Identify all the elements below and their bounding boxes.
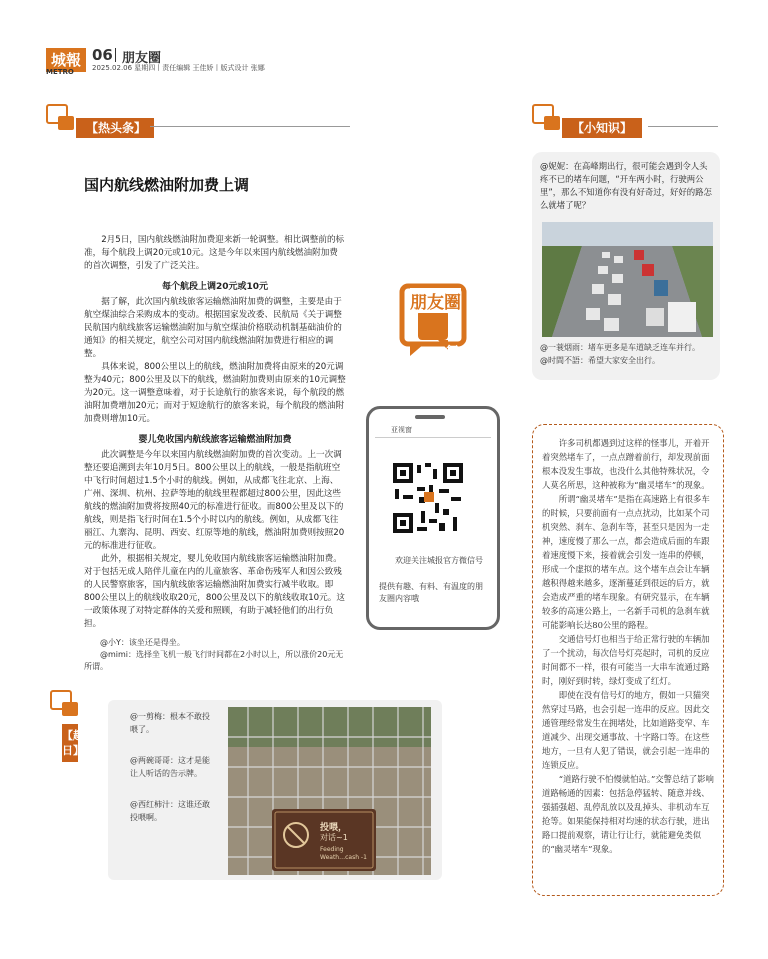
fun-tag bbox=[46, 690, 86, 800]
offer-text: 提供有趣、有料、有温度的朋友圈内容哦 bbox=[379, 582, 483, 603]
promo-subtitle: 征集 bbox=[446, 344, 459, 372]
tag-square-icon bbox=[544, 116, 560, 130]
newspaper-logo-sub: METRO bbox=[46, 68, 74, 76]
hot-news-tag bbox=[44, 104, 154, 138]
photo-caption: @一蓑烟雨：堵车更多是车道缺乏连车并行。 bbox=[540, 343, 700, 352]
fun-comments bbox=[130, 710, 212, 824]
promo-title: 朋友圈 bbox=[410, 288, 461, 313]
hot-news-tag-label: 【热头条】 bbox=[76, 118, 154, 138]
newspaper-logo: 城報 bbox=[46, 48, 86, 72]
reader-comment: @两碗哥哥：这才是能让人听话的告示牌。 bbox=[130, 756, 210, 778]
knowledge-tag-label: 【小知识】 bbox=[562, 118, 642, 138]
article-paragraph: 许多司机都遇到过这样的怪事儿，开着开着突然堵车了，一点点蹭着前行，却发现前面根本没发生事故，也没什么其他特殊状况，令人莫名所思，这种被称为“幽灵堵车”的现象。 bbox=[542, 438, 710, 490]
knowledge-tag bbox=[530, 104, 660, 138]
tag-square-icon bbox=[58, 116, 74, 130]
masthead-divider bbox=[115, 48, 116, 62]
qr-code-icon[interactable] bbox=[391, 461, 465, 535]
phone-mockup bbox=[366, 406, 500, 630]
divider bbox=[150, 126, 350, 127]
article-paragraph: 此外，根据相关规定，婴儿免收国内航线旅客运输燃油附加费。对于包括无成人陪伴儿童在内的儿童旅客、革命伤残军人和因公致残的人民警察旅客，国内航线旅客运输燃油附加费实行减半收取。即800公里以上的航线收取20元，800公里及以下的航线收取10元。这一政策体现了对特定群体的关爱和照顾，有助于减轻他们的出行负担。 bbox=[84, 554, 345, 629]
sign-title: 投喂， bbox=[320, 823, 348, 833]
issue-line: 2025.02.06 星期四丨责任编辑 王佳娇丨版式设计 张娜 bbox=[92, 64, 265, 72]
sign-english: Feeding bbox=[320, 846, 344, 853]
divider bbox=[648, 126, 718, 127]
article-paragraph: 交通信号灯也相当于给正常行驶的车辆加了一个扰动，每次信号灯亮起时，司机的反应时间都不一样，很有可能当一大串车流通过路时，刚好到时转，绿灯变成了红灯。 bbox=[542, 634, 710, 686]
phone-screen-title: 亚视窗 bbox=[391, 426, 412, 434]
photo-caption: @时間不語：希望大家安全出行。 bbox=[540, 356, 660, 365]
article-headline: 国内航线燃油附加费上调 bbox=[84, 176, 250, 194]
traffic-jam-photo bbox=[542, 222, 713, 337]
sign-title-2: 对话~1 bbox=[320, 833, 348, 842]
article-paragraph: 据了解，此次国内航线旅客运输燃油附加费的调整，主要是由于航空煤油综合采购成本的变动。根据国家发改委、民航局《关于调整民航国内航线旅客运输燃油附加与航空煤油价格联动机制基础油价的通知》的相关规定，航空公司对国内航线燃油附加费进行相应的调整。 bbox=[84, 297, 342, 359]
article-subhead: 婴儿免收国内航线旅客运输燃油附加费 bbox=[138, 435, 292, 445]
knowledge-article bbox=[542, 436, 714, 856]
reader-comment: @一剪梅：根本不敢投喂了。 bbox=[130, 712, 210, 734]
reader-comment: @mimi：选择坐飞机一般飞行时间都在2小时以上，所以涨价20元无所谓。 bbox=[84, 650, 344, 671]
article-paragraph: 所谓“幽灵堵车”是指在高速路上有很多车的时候，只要前面有一点点扰动，比如某个司机突然、刹车、急刹车等，甚至只是因为一走神，速度慢了那么一点，都会造成后面的车跟着速度慢下来，接着就会引发一连串的停顿，形成一个虚拟的堵车点。这个堵车点会让车辆越积得越来越多，逐渐蔓延到很远的后方，就会造成严重的堵车现象。有研究显示，在车辆较多的高速公路上，一名新手司机的急刹车就可能影响长达80公里的路程。 bbox=[542, 494, 710, 630]
article-paragraph: 此次调整是今年以来国内航线燃油附加费的首次变动。上一次调整还要追溯到去年10月5日。800公里以上的航线，一般是指航班空中飞行时间超过1.5个小时的航线。例如，从成都飞往北京、上海、广州、深圳、杭州、拉萨等地的航线里程都超过800公里，因此这些航线的燃油附加费将按照40元的标准进行征收。而800公里及以下的航线，则是指飞行时间在1.5个小时以内的航线。例如，从成都飞往丽江、九寨沟、昆明、西安、红原等地的航线，燃油附加费则按照20元的标准进行征收。 bbox=[84, 450, 345, 551]
reader-comment: @西红柿汁：这谁还敢投喂啊。 bbox=[130, 800, 210, 822]
phone-speaker bbox=[415, 415, 445, 419]
fun-tag-label: 【趣日】 bbox=[62, 724, 78, 762]
reader-comment: @小Y：该坐还是得坐。 bbox=[100, 638, 185, 647]
phone-screen-header bbox=[375, 423, 491, 438]
article-paragraph: “道路行驶不怕慢就怕站。”交警总结了影响道路畅通的因素：包括急停猛转、随意并线、强插强超、乱停乱放以及乱掉头、非机动车互抢等。如果能保持相对均速的状态行驶，进出路口提前观察，请让行让行，就能避免类似的“幽灵堵车”现象。 bbox=[542, 774, 714, 854]
tag-square-icon bbox=[62, 702, 78, 716]
article-paragraph: 即使在没有信号灯的地方，假如一只猫突然穿过马路，也会引起一连串的反应。因此交通管理经常发生在拥堵处，比如道路变窄、车道减少、出现交通事故、十字路口等。在这些地方，一旦有人犯了错误，就会引起一连串的连锁反应。 bbox=[542, 690, 710, 770]
knowledge-intro: @妮妮：在高峰期出行，很可能会遇到令人头疼不已的堵车问题，“开车两小时，行驶两公里”，那么不知道你有没有好奇过，好好的路怎么就堵了呢？ bbox=[540, 161, 712, 210]
page-number: 06 bbox=[92, 46, 113, 64]
section-name: 朋友圈 bbox=[122, 51, 162, 66]
sign-english-2: Weath…cash -1 bbox=[320, 854, 367, 861]
follow-text: 欢迎关注城报官方微信号 bbox=[395, 556, 483, 565]
article-paragraph: 具体来说，800公里以上的航线，燃油附加费将由原来的20元调整为40元；800公里及以下的航线，燃油附加费则由原来的10元调整为20元。这一调整意味着，对于长途航行的旅客来说，每个航段的燃油附加费增加20元；而对于短途航行的旅客来说，每个航段的燃油附加费则增加10元。 bbox=[84, 362, 346, 424]
article-subhead: 每个航段上调20元或10元 bbox=[161, 282, 269, 292]
article-body bbox=[84, 234, 346, 673]
article-lead: 2月5日，国内航线燃油附加费迎来新一轮调整。相比调整前的标准，每个航段上调20元或10元。这是今年以来国内航线燃油附加费的首次调整，引发了广泛关注。 bbox=[84, 235, 345, 271]
